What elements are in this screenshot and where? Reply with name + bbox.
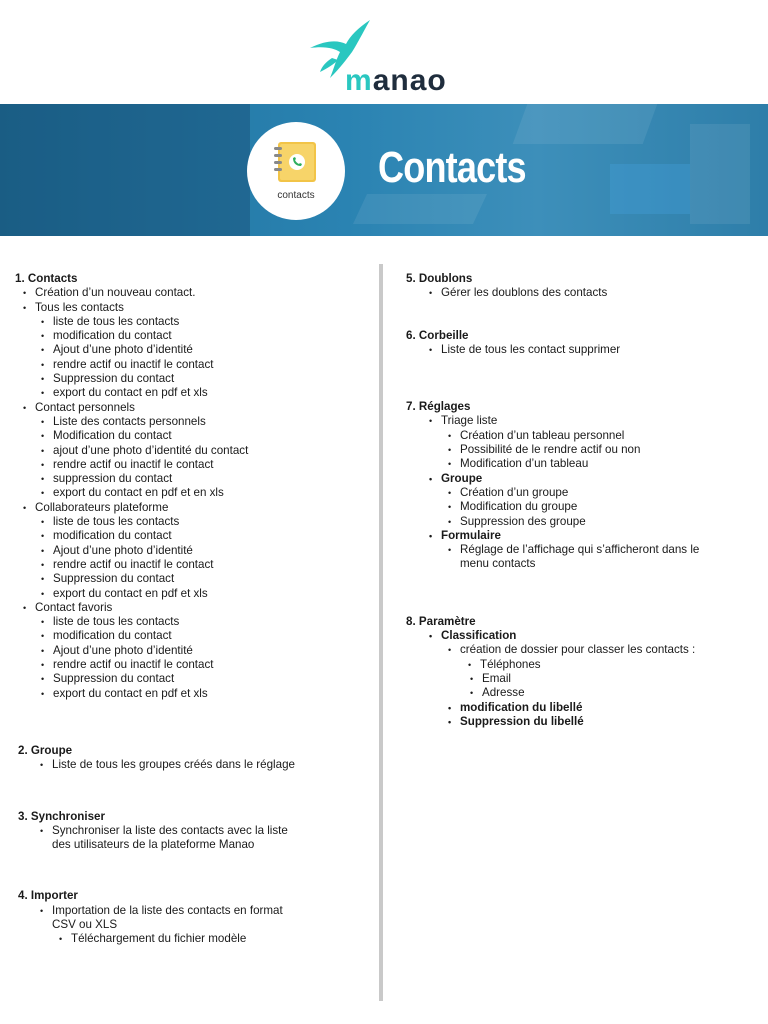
list-item: • Téléchargement du fichier modèle — [15, 932, 375, 946]
section-title-doublons: 5. Doublons — [406, 272, 473, 285]
list-item: • Email — [406, 672, 766, 686]
section-title-corbeille: 6. Corbeille — [406, 328, 469, 342]
banner-cup-shape — [690, 124, 750, 224]
list-item: • Importation de la liste des contacts en format — [15, 904, 375, 918]
list-item: • export du contact en pdf et xls — [15, 386, 375, 400]
logo-wordmark: manao — [345, 64, 447, 97]
logo — [0, 18, 768, 97]
list-item: • Collaborateurs plateforme — [15, 501, 375, 515]
list-item: • Liste de tous les contact supprimer — [406, 343, 766, 357]
list-item: • rendre actif ou inactif le contact — [15, 658, 375, 672]
list-item-continuation: des utilisateurs de la plateforme Manao — [52, 838, 255, 852]
section-title-synchroniser: 3. Synchroniser — [18, 809, 105, 823]
section-title-groupe: 2. Groupe — [18, 743, 73, 757]
list-item: • Triage liste — [406, 414, 766, 428]
list-item: • Modification du contact — [15, 429, 375, 443]
list-item: • Ajout d’une photo d’identité — [15, 544, 375, 558]
list-item: • Ajout d’une photo d’identité — [15, 644, 375, 658]
list-item: • Suppression du contact — [15, 672, 375, 686]
list-item: • Adresse — [406, 686, 766, 700]
list-item: • Groupe — [406, 472, 766, 486]
list-item: • Modification d’un tableau — [406, 457, 766, 471]
list-item: • Tous les contacts — [15, 301, 375, 315]
list-item: • Réglage de l’affichage qui s’afficheront dans le — [406, 543, 766, 557]
list-item: • Suppression des groupe — [406, 515, 766, 529]
list-item: • liste de tous les contacts — [15, 615, 375, 629]
banner-keyboard-shape — [513, 104, 658, 144]
list-item: • Suppression du libellé — [406, 715, 766, 729]
list-item: • export du contact en pdf et en xls — [15, 486, 375, 500]
list-item: • liste de tous les contacts — [15, 515, 375, 529]
list-item: • Création d’un tableau personnel — [406, 429, 766, 443]
list-item: • Téléphones — [406, 658, 766, 672]
list-item: • suppression du contact — [15, 472, 375, 486]
list-item-continuation: CSV ou XLS — [52, 917, 118, 931]
contacts-book-icon — [270, 140, 322, 186]
list-item: • export du contact en pdf et xls — [15, 687, 375, 701]
list-item: • ajout d’une photo d’identité du contact — [15, 444, 375, 458]
banner-calculator-shape — [353, 194, 487, 224]
list-item: • Suppression du contact — [15, 372, 375, 386]
section-title-contacts: 1. Contacts — [15, 272, 78, 285]
list-item: • modification du contact — [15, 329, 375, 343]
list-item: • Ajout d’une photo d’identité — [15, 343, 375, 357]
section-title-importer: 4. Importer — [18, 889, 78, 903]
list-item: • Possibilité de le rendre actif ou non — [406, 443, 766, 457]
list-item: • modification du libellé — [406, 701, 766, 715]
list-item: • Création d’un nouveau contact. — [15, 286, 375, 300]
list-item: • modification du contact — [15, 629, 375, 643]
page-title: Contacts — [378, 143, 526, 192]
list-item: • modification du contact — [15, 529, 375, 543]
list-item: • Suppression du contact — [15, 572, 375, 586]
section-title-reglages: 7. Réglages — [406, 400, 471, 414]
list-item: • rendre actif ou inactif le contact — [15, 458, 375, 472]
list-item: • liste de tous les contacts — [15, 315, 375, 329]
list-item: • Contact favoris — [15, 601, 375, 615]
list-item: • Modification du groupe — [406, 500, 766, 514]
list-item: • rendre actif ou inactif le contact — [15, 558, 375, 572]
list-item: • Création d’un groupe — [406, 486, 766, 500]
banner-notepad-shape — [610, 164, 690, 214]
contacts-icon-label: contacts — [277, 190, 315, 201]
list-item: • Gérer les doublons des contacts — [406, 286, 766, 300]
left-column — [15, 272, 375, 947]
right-column — [406, 272, 766, 729]
list-item-continuation: menu contacts — [460, 557, 536, 571]
list-item: • rendre actif ou inactif le contact — [15, 358, 375, 372]
list-item: • Synchroniser la liste des contacts avec la liste — [15, 824, 375, 838]
list-item: • Classification — [406, 629, 766, 643]
banner-shade — [0, 104, 250, 236]
list-item: • Liste de tous les groupes créés dans le réglage — [15, 758, 375, 772]
list-item: • Contact personnels — [15, 401, 375, 415]
column-divider — [379, 264, 383, 1001]
list-item: • export du contact en pdf et xls — [15, 587, 375, 601]
list-item: • Liste des contacts personnels — [15, 415, 375, 429]
section-title-parametre: 8. Paramètre — [406, 614, 476, 628]
list-item: • création de dossier pour classer les contacts : — [406, 643, 766, 657]
list-item: • Formulaire — [406, 529, 766, 543]
